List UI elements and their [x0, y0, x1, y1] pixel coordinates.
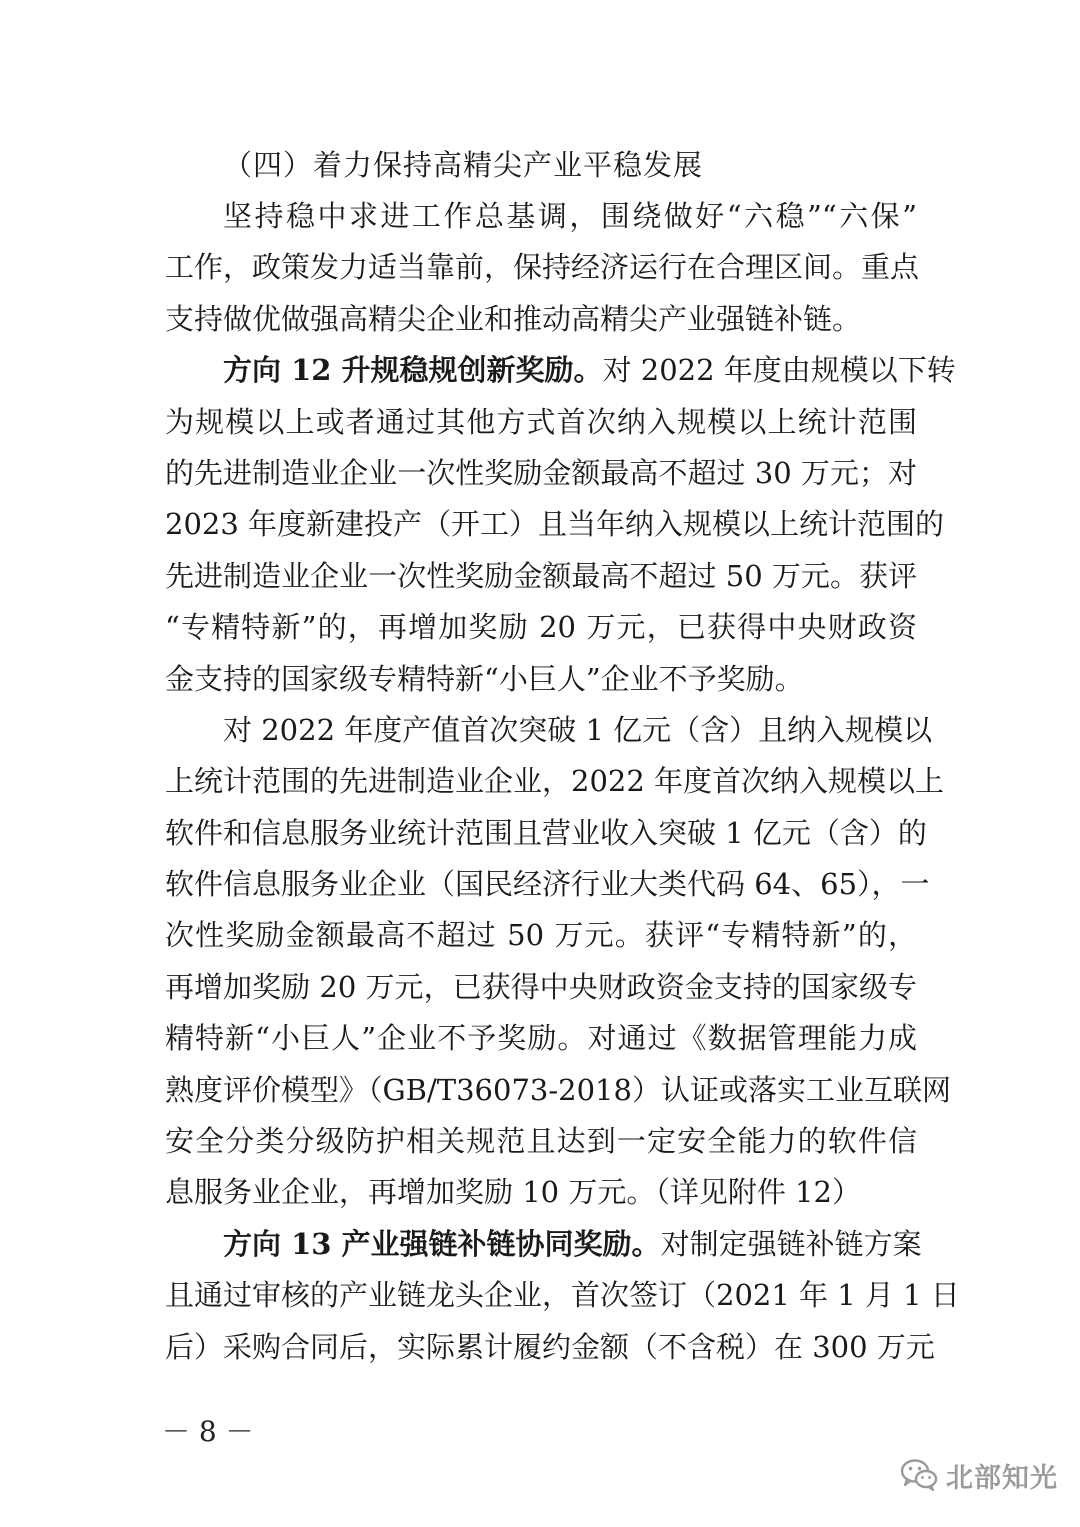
text-line: 为规模以上或者通过其他方式首次纳入规模以上统计范围 [165, 404, 917, 439]
text-line: 安全分类分级防护相关规范且达到一定安全能力的软件信 [165, 1124, 917, 1159]
paragraph-direction-12 [165, 345, 956, 705]
text-line: 上统计范围的先进制造业企业，2022 年度首次纳入规模以上 [165, 764, 945, 799]
paragraph-work-tone [165, 191, 920, 345]
text-line: 熟度评价模型》（GB/T36073-2018）认证或落实工业互联网 [165, 1072, 951, 1107]
text-line: 后）采购合同后，实际累计履约金额（不含税）在 300 万元 [165, 1329, 935, 1364]
direction-12-title: 方向 12 升规稳规创新奖励。 [223, 353, 603, 388]
text-line: 次性奖励金额最高不超过 50 万元。获评“专精特新”的， [165, 918, 917, 953]
direction-13-title: 方向 13 产业强链补链协同奖励。 [223, 1226, 661, 1261]
text-line: “专精特新”的，再增加奖励 20 万元，已获得中央财政资 [165, 610, 917, 645]
text-line: 2023 年度新建投产（开工）且当年纳入规模以上统计范围的 [165, 507, 945, 542]
text-line: 工作，政策发力适当靠前，保持经济运行在合理区间。重点 [165, 250, 920, 285]
text-line: 金支持的国家级专精特新“小巨人”企业不予奖励。 [165, 661, 804, 696]
text-line: 再增加奖励 20 万元，已获得中央财政资金支持的国家级专 [165, 969, 917, 1004]
text-span: 对 2022 年度由规模以下转 [602, 353, 956, 388]
text-line-with-lead [165, 345, 956, 396]
text-line: 软件和信息服务业统计范围且营业收入突破 1 亿元（含）的 [165, 815, 927, 850]
text-line-with-lead [165, 1219, 922, 1270]
watermark-text: 北部知光 [946, 1462, 1058, 1494]
text-line: 软件信息服务业企业（国民经济行业大类代码 64、65），一 [165, 867, 930, 902]
text-line: 息服务业企业，再增加奖励 10 万元。（详见附件 12） [165, 1175, 861, 1210]
wechat-icon [900, 1458, 938, 1492]
text-line: 且通过审核的产业链龙头企业，首次签订（2021 年 1 月 1 日 [165, 1278, 960, 1313]
section-heading: （四）着力保持高精尖产业平稳发展 [223, 148, 704, 182]
text-line: 精特新“小巨人”企业不予奖励。对通过《数据管理能力成 [165, 1021, 917, 1056]
text-line: 对 2022 年度产值首次突破 1 亿元（含）且纳入规模以 [223, 712, 933, 747]
paragraph-direction-13 [165, 1219, 960, 1373]
text-span: 对制定强链补链方案 [660, 1226, 922, 1261]
paragraph-output-breakthrough [165, 705, 951, 1219]
watermark [900, 1451, 1058, 1499]
text-line: 支持做优做强高精尖企业和推动高精尖产业强链补链。 [165, 301, 862, 336]
page-number: － 8 － [162, 1415, 254, 1448]
text-line: 先进制造业企业一次性奖励金额最高不超过 50 万元。获评 [165, 558, 917, 593]
document-body [165, 140, 960, 1373]
text-line: 的先进制造业企业一次性奖励金额最高不超过 30 万元；对 [165, 455, 917, 490]
text-line: 坚持稳中求进工作总基调，围绕做好“六稳”“六保” [223, 199, 917, 233]
